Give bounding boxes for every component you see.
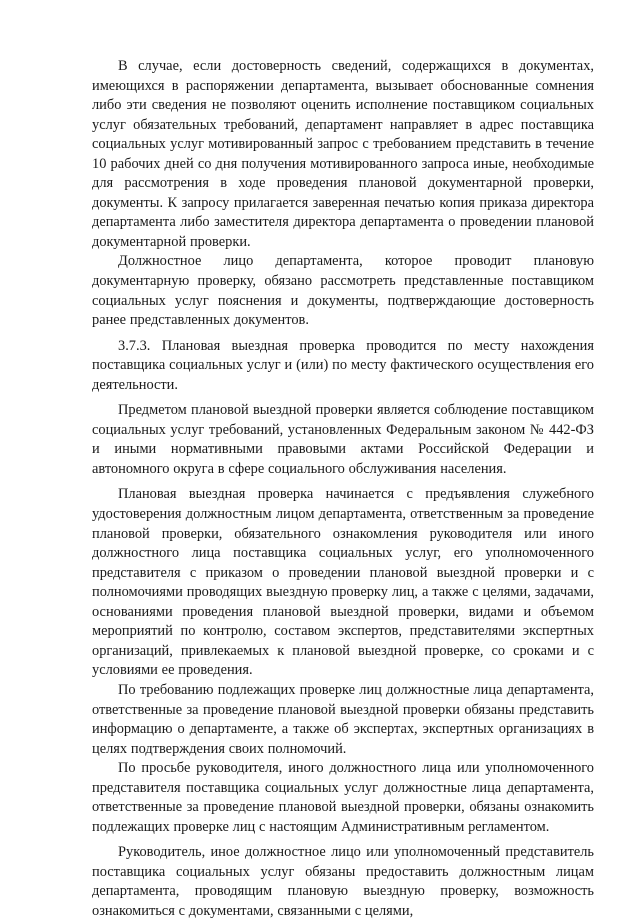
paragraph-official-review-obligation: Должностное лицо департамента, которое проводит плановую документарную проверку, обязано рассмотреть представленные поставщиком социальных услуг пояснения и документы, подтверждающие достоверность ранее представленных документов.	[92, 253, 594, 329]
paragraph-inspection-start: Плановая выездная проверка начинается с предъявления служебного удостоверения должностным лицом департамента, ответственным за проведение плановой проверки, обязательного ознакомления руководителя или иного должностного лица поставщика социальных услуг, его уполномоченного представителя с приказом о проведении плановой выездной проверки и с полномочиями проводящих выездную проверку лиц, а также с целями, задачами, основаниями проведения плановой выездной проверки, видами и объемом мероприятий по контролю, составом экспертов, представителями экспертных организаций, привлекаемых к плановой выездной проверке, со сроками и с условиями ее проведения.	[92, 486, 594, 679]
paragraph-inspection-subject: Предметом плановой выездной проверки является соблюдение поставщиком социальных услуг требований, установленных Федеральным законом № 442-ФЗ и иными нормативными правовыми актами Российской Федерации и автономного округа в сфере социального обслуживания населения.	[92, 402, 594, 477]
paragraph-authority-confirmation: По требованию подлежащих проверке лиц должностные лица департамента, ответственные за проведение плановой выездной проверки обязаны представить информацию о департаменте, а также об экспертах, экспертных организациях в целях подтверждения своих полномочий.	[92, 681, 594, 757]
paragraph-regulation-familiarization: По просьбе руководителя, иного должностного лица или уполномоченного представителя поставщика социальных услуг должностные лица департамента, ответственные за проведение плановой выездной проверки, обязаны ознакомить подлежащих проверке лиц с настоящим Административным регламентом.	[92, 760, 594, 835]
document-body	[92, 57, 594, 922]
paragraph-access-to-documents: Руководитель, иное должностное лицо или уполномоченный представитель поставщика социальных услуг обязаны предоставить должностным лицам департамента, проводящим плановую выездную проверку, возможность ознакомиться с документами, связанными с целями,	[92, 844, 594, 919]
paragraph-section-3-7-3: 3.7.3. Плановая выездная проверка проводится по месту нахождения поставщика социальных услуг и (или) по месту фактического осуществления его деятельности.	[92, 337, 594, 393]
paragraph-document-verification-request: В случае, если достоверность сведений, содержащихся в документах, имеющихся в распоряжении департамента, вызывает обоснованные сомнения либо эти сведения не позволяют оценить исполнение поставщиком социальных услуг обязательных требований, департамент направляет в адрес поставщика социальных услуг мотивированный запрос с требованием представить в течение 10 рабочих дней со дня получения мотивированного запроса иные, необходимые для рассмотрения в ходе проведения плановой документарной проверки, документы. К запросу прилагается заверенная печатью копия приказа директора департамента либо заместителя директора департамента о проведении плановой документарной проверки.	[92, 58, 594, 250]
